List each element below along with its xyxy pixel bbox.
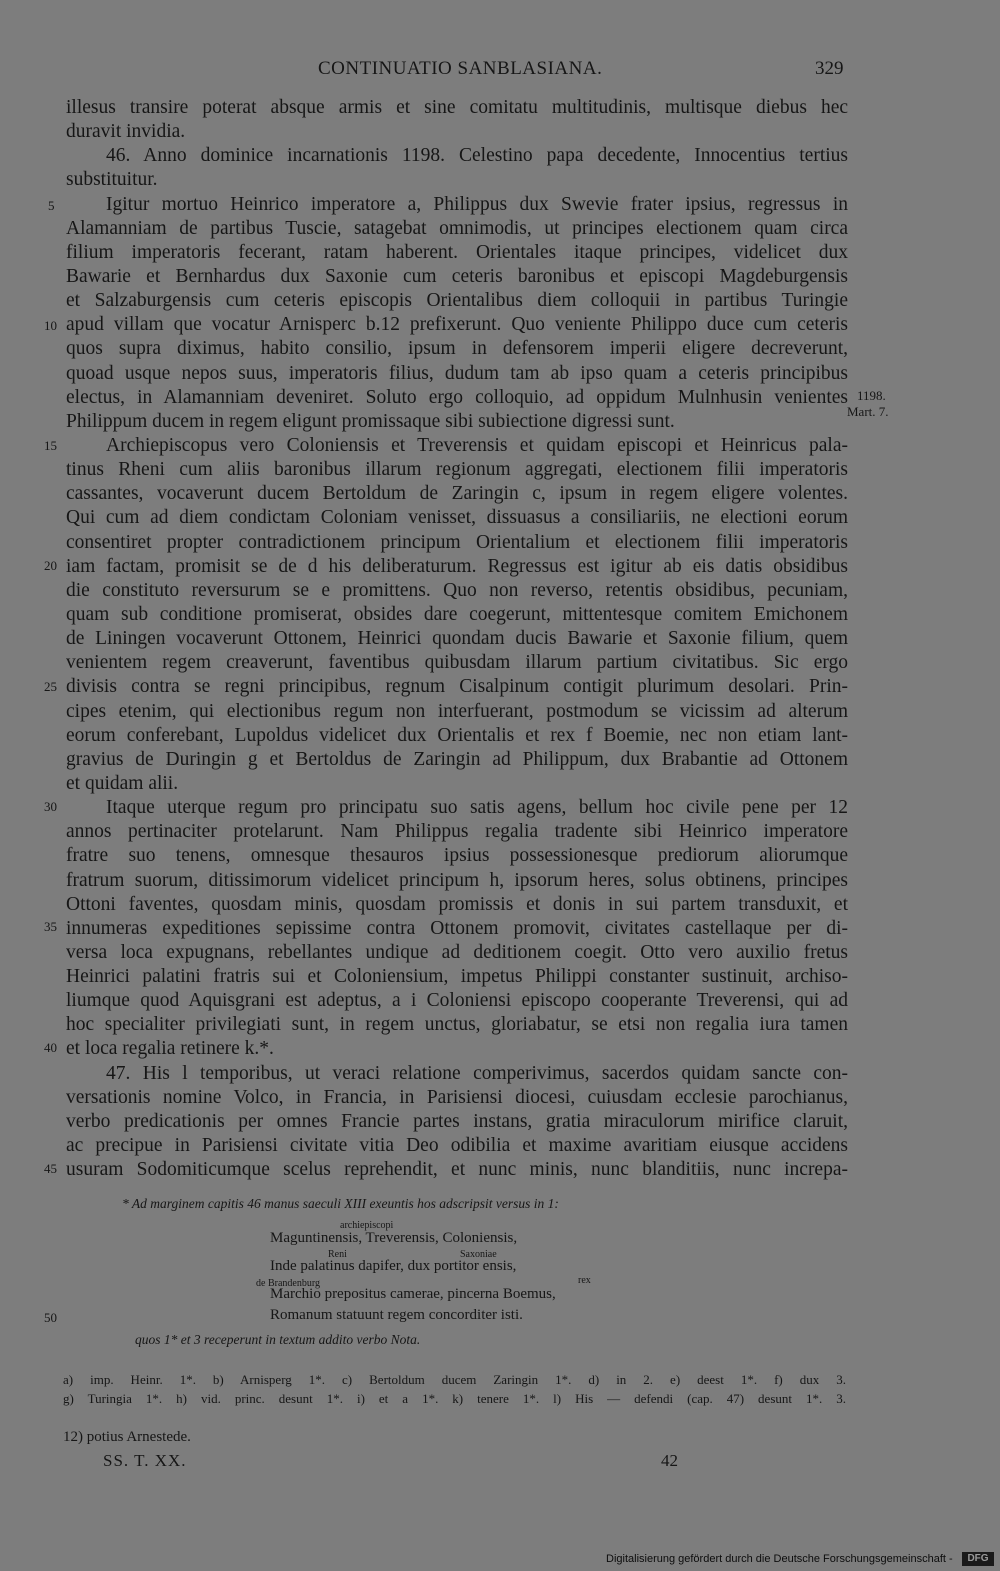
text-line: Igitur mortuo Heinrico imperatore a, Philippus dux Swevie frater ipsius, regressus in (106, 193, 848, 215)
text-line: Bawarie et Bernhardus dux Saxonie cum ceteris baronibus et episcopi Magdeburgensis (66, 265, 848, 287)
text-line: de Liningen vocaverunt Ottonem, Heinrici quondam ducis Bawarie et Saxonie filium, quem (66, 628, 848, 650)
text-line: Qui cum ad diem condictam Coloniam venisset, dissuasus a consiliariis, ne electioni eorum (66, 507, 848, 529)
text-line: divisis contra se regni principibus, regnum Cisalpinum contigit plurimum desolari. Prin- (66, 676, 848, 698)
text-line: Alamanniam de partibus Tuscie, satagebat omnimodis, ut principes electionem quam circa (66, 217, 848, 239)
dfg-logo: DFG (962, 1552, 994, 1566)
running-title: CONTINUATIO SANBLASIANA. (318, 58, 603, 79)
text-line: die constituto reversurum se e promittens. Quo non reverso, retentis obsidibus, pecuniam, (66, 579, 848, 601)
verse-gloss: Saxoniae (460, 1249, 497, 1260)
line-number: 50 (44, 1310, 57, 1325)
text-line: Ottoni faventes, quosdam minis, quosdam promissis et donis in sui partem transduxit, et (66, 893, 848, 915)
signature-mark: SS. T. XX. (103, 1451, 187, 1470)
text-line: liumque quod Aquisgrani est adeptus, a i Coloniensi episcopo cooperante Treverensi, qui ad (66, 990, 848, 1012)
text-line: verbo predicationis per omnes Francie partes instans, gratia miraculorum mirifice claruit, (66, 1110, 848, 1132)
text-line: et loca regalia retinere k.*. (66, 1038, 274, 1060)
text-line: Philippum ducem in regem eligunt promissaque sibi subiectione digressi sunt. (66, 410, 675, 432)
text-line: illesus transire poterat absque armis et sine comitatu multitudinis, multisque diebus hec (66, 97, 848, 118)
text-line: Archiepiscopus vero Coloniensis et Treverensis et quidam episcopi et Heinricus pala- (106, 434, 848, 456)
text-line: cipes etenim, qui electionibus regum non interfuerant, postmodum se vicissim ad alterum (66, 700, 848, 722)
line-number: 40 (44, 1040, 57, 1055)
text-line: consentiret propter contradictionem principum Orientalium et electionem filii imperatoris (66, 531, 848, 553)
apparatus-line: g) Turingia 1*. h) vid. princ. desunt 1*. i) et a 1*. k) tenere 1*. l) His — defendi (cap. 47) desunt 1*. 3. (63, 1391, 846, 1406)
footnote-outro: quos 1* et 3 receperunt in textum addito verbo Nota. (135, 1332, 421, 1347)
text-line: fratre suo tenens, omnesque thesauros ipsius possessionesque prediorum aliorumque (66, 845, 848, 867)
editor-note: 12) potius Arnestede. (63, 1429, 191, 1445)
text-line: gravius de Duringin g et Bertoldus de Zaringin ad Philippum, dux Brabantie ad Ottonem (66, 748, 848, 770)
text-line: versa loca expugnans, rebellantes undique ad deditionem coegit. Otto vero auxilio fretus (66, 941, 848, 963)
verse-line: Maguntinensis, Treverensis, Coloniensis, (270, 1230, 518, 1246)
text-line: et Salzaburgensis cum ceteris episcopis Orientalibus diem colloquii in partibus Turingie (66, 290, 848, 312)
verse-line: Marchio prepositus camerae, pincerna Boemus, (270, 1286, 556, 1302)
margin-date-year: 1198. (857, 388, 886, 403)
verse-line: Romanum statuunt regem concorditer isti. (270, 1307, 523, 1323)
dfg-credit: Digitalisierung gefördert durch die Deutsche Forschungsgemeinschaft - (606, 1553, 953, 1565)
text-line: Heinrici palatini fratris sui et Coloniensium, impetus Philippi constanter sustinuit, archiso- (66, 966, 848, 988)
text-line: duravit invidia. (66, 121, 186, 143)
footnote-intro: * Ad marginem capitis 46 manus saeculi XIII exeuntis hos adscripsit versus in 1: (122, 1196, 559, 1211)
text-line: 46. Anno dominice incarnationis 1198. Celestino papa decedente, Innocentius tertius (106, 145, 848, 167)
line-number: 5 (48, 198, 55, 213)
page-number: 329 (815, 58, 844, 79)
line-number: 30 (44, 799, 57, 814)
line-number: 15 (44, 438, 57, 453)
margin-date-day: Mart. 7. (847, 404, 889, 419)
text-line: quam sub conditione promiserat, obsides dare coegerunt, mittentesque comitem Emichonem (66, 603, 848, 625)
text-line: iam factam, promisit se de d his deliberaturum. Regressus est igitur ab eis datis obsidibus (66, 555, 848, 577)
text-line: fratrum suorum, ditissimorum videlicet principum h, ipsorum heres, solus obtinens, principes (66, 869, 848, 891)
text-line: ac precipue in Parisiensi civitate vitia Deo odibilia et maxime avaritiam eiusque accidens (66, 1135, 848, 1157)
verse-gloss: Reni (328, 1249, 347, 1260)
text-line: filium imperatoris fecerant, ratam haberent. Orientales itaque principes, videlicet dux (66, 241, 848, 263)
text-line: annos pertinaciter protelarunt. Nam Philippus regalia tradente sibi Heinrico imperatore (66, 821, 848, 843)
text-line: 47. His l temporibus, ut veraci relatione comperivimus, sacerdos quidam sancte con- (106, 1062, 848, 1084)
text-line: et quidam alii. (66, 772, 179, 794)
line-number: 25 (44, 679, 57, 694)
line-number: 45 (44, 1161, 57, 1176)
text-line: quos supra diximus, habito consilio, ipsum in defensorem imperii eligere decreverunt, (66, 338, 848, 360)
text-line: usuram Sodomiticumque scelus reprehendit, et nunc minis, nunc blanditiis, nunc increpa- (66, 1159, 848, 1181)
line-number: 20 (44, 558, 57, 573)
text-line: quoad usque nepos suus, imperatoris filius, dudum tam ab ipso quam a ceteris principibus (66, 362, 848, 384)
text-line: hoc specialiter privilegiati sunt, in regem unctus, gloriabatur, se etsi non regalia iura tamen (66, 1014, 848, 1036)
verse-gloss: rex (578, 1275, 591, 1286)
main-text (66, 96, 848, 1182)
line-number: 10 (44, 318, 57, 333)
verse-line: Inde palatinus dapifer, dux portitor ensis, (270, 1258, 517, 1274)
text-line: cassantes, vocaverunt ducem Bertoldum de Zaringin c, ipsum in regem eligere volentes. (66, 483, 848, 505)
text-line: innumeras expeditiones sepissime contra Ottonem promovit, civitates castellaque per di- (66, 917, 848, 939)
text-line: Itaque uterque regum pro principatu suo satis agens, bellum hoc civile pene per 12 (106, 797, 848, 819)
verse-gloss: archiepiscopi (340, 1220, 394, 1231)
text-line: electus, in Alamanniam deveniret. Soluto ergo colloquio, ad oppidum Mulnhusin venientes (66, 386, 848, 408)
text-line: tinus Rheni cum aliis baronibus illarum regionum aggregati, electionem filii imperatoris (66, 459, 848, 481)
text-line: substituitur. (66, 169, 158, 191)
line-number: 35 (44, 919, 57, 934)
text-line: apud villam que vocatur Arnisperc b.12 prefixerunt. Quo veniente Philippo duce cum ceteris (66, 314, 848, 336)
text-line: eorum conferebant, Lupoldus videlicet dux Orientalis et rex f Boemie, nec non etiam lant- (66, 724, 848, 746)
text-line: venientem regem creaverunt, faventibus quibusdam illarum partium civitatibus. Sic ergo (66, 652, 848, 674)
text-line: versationis nomine Volco, in Francia, in Parisiensi diocesi, cuiusdam ecclesie parochianus, (66, 1086, 848, 1108)
sheet-number: 42 (661, 1451, 678, 1470)
verse-gloss: de Brandenburg (256, 1278, 320, 1289)
apparatus-line: a) imp. Heinr. 1*. b) Arnisperg 1*. c) Bertoldum ducem Zaringin 1*. d) in 2. e) deest 1*. f) dux 3. (63, 1372, 846, 1387)
